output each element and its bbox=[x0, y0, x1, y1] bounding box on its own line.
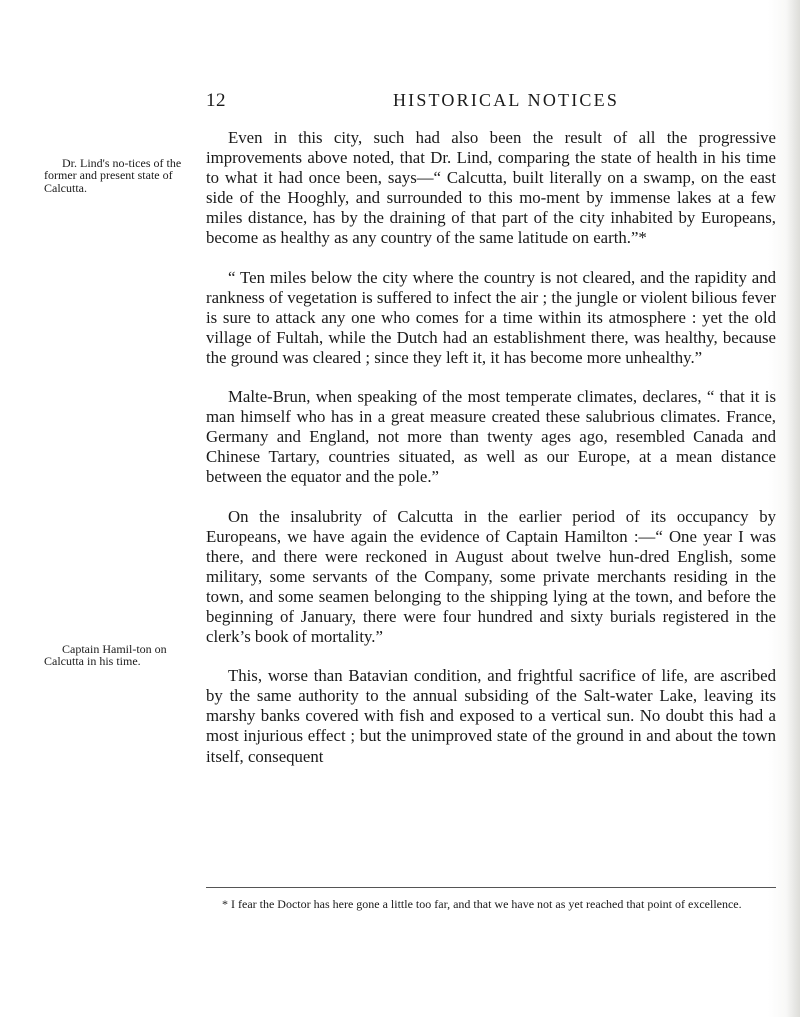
paragraph-batavian: This, worse than Batavian condition, and frightful sacrifice of life, are ascribed by the same authority to the annual subsiding of the Salt-water Lake, leaving its marshy banks covered with fish and exposed to a vertical sun. No doubt this had a most injurious effect ; but the unimproved state of the ground in and about the town itself, consequent bbox=[206, 666, 776, 766]
footnote-divider bbox=[206, 887, 776, 888]
running-title: HISTORICAL NOTICES bbox=[392, 90, 620, 110]
margin-note-lind: Dr. Lind's no-tices of the former and present state of Calcutta. bbox=[44, 156, 182, 195]
page-edge-shadow bbox=[786, 0, 800, 1017]
paragraph-lind: Even in this city, such had also been the result of all the progressive improvements above noted, that Dr. Lind, comparing the state of health in his time to what it had once been, says—“ Calcutta, built literally on a swamp, on the east side of the Hooghly, and surrounded to this mo-ment by immense lakes at a few miles distance, has by the draining of that part of the city inhabited by Europeans, become as healthy as any country of the same latitude on earth.”* bbox=[206, 128, 776, 248]
running-head bbox=[206, 90, 776, 114]
page-number: 12 bbox=[206, 90, 226, 111]
margin-note-hamilton: Captain Hamil-ton on Calcutta in his time. bbox=[44, 642, 167, 669]
paragraph-hamilton: On the insalubrity of Calcutta in the earlier period of its occupancy by Europeans, we have again the evidence of Captain Hamilton :—“ One year I was there, and there were reckoned in August about twelve hun-dred English, some military, some servants of the Company, some private merchants residing in the town, and some seamen belonging to the shipping lying at the town, and before the beginning of January, there were four hundred and sixty burials registered in the clerk’s book of mortality.” bbox=[206, 506, 776, 647]
footnote: * I fear the Doctor has here gone a little too far, and that we have not as yet reached that point of excellence. bbox=[222, 897, 742, 911]
paragraph-ten-miles: “ Ten miles below the city where the country is not cleared, and the rapidity and rankness of vegetation is suffered to infect the air ; the jungle or violent bilious fever is sure to attack any one who comes for a time within its atmosphere : yet the old village of Fultah, while the Dutch had an establishment there, was healthy, because the ground was cleared ; since they left it, it has become more unhealthy.” bbox=[206, 267, 776, 367]
main-text bbox=[206, 128, 776, 767]
paragraph-malte-brun: Malte-Brun, when speaking of the most temperate climates, declares, “ that it is man himself who has in a great measure created these salubrious climates. France, Germany and England, not more than twenty ages ago, resembled Canada and Chinese Tartary, countries situated, as well as our Europe, at a mean distance between the equator and the pole.” bbox=[206, 387, 776, 487]
